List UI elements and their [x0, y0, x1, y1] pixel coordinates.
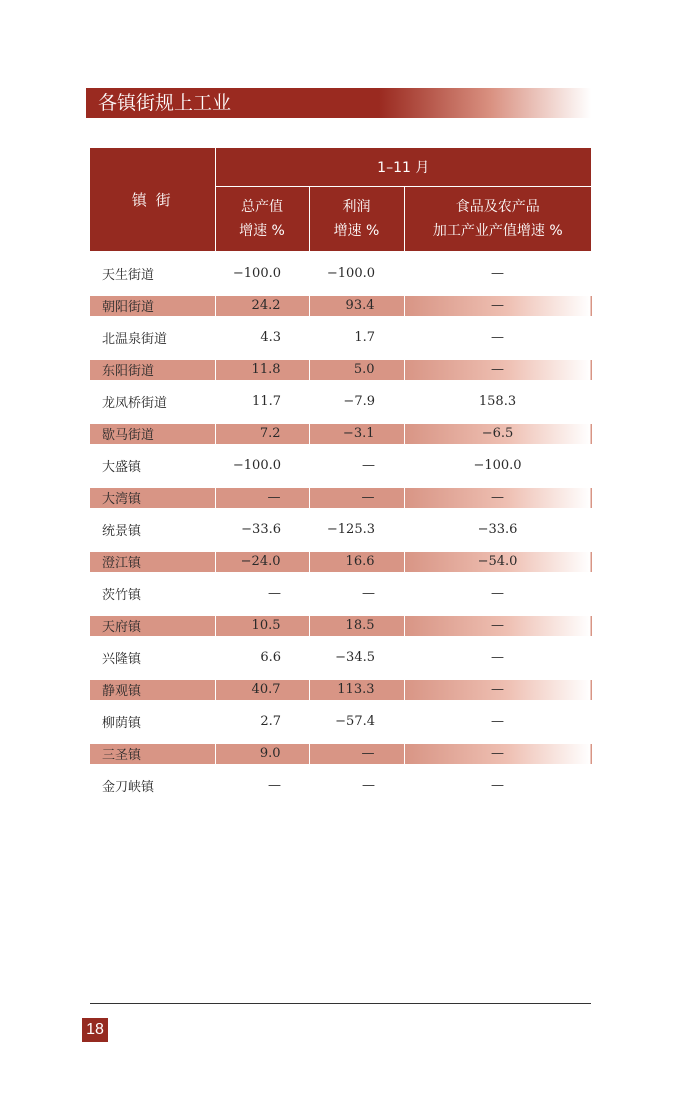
- section-title: 各镇街规上工业: [98, 92, 232, 114]
- town-industry-table: [90, 148, 592, 808]
- row-output-growth: —: [268, 778, 281, 793]
- section-title-bar: [86, 88, 591, 118]
- table-row: [90, 316, 591, 360]
- row-profit-growth: 113.3: [309, 680, 404, 700]
- row-profit-growth: −34.5: [335, 650, 375, 665]
- row-output-growth: —: [215, 488, 309, 508]
- row-food-growth: —: [404, 488, 591, 508]
- row-food-growth: —: [491, 714, 504, 729]
- table-row: [90, 360, 591, 380]
- row-food-growth: —: [404, 680, 591, 700]
- row-name: 龙凤桥街道: [102, 396, 168, 411]
- row-output-growth: 7.2: [215, 424, 309, 444]
- row-name: 北温泉街道: [102, 332, 168, 347]
- col-header-profit: 利润 增速 %: [309, 187, 404, 252]
- row-food-growth: —: [404, 360, 591, 380]
- row-profit-growth: 1.7: [354, 330, 375, 345]
- table-row: [90, 680, 591, 700]
- row-profit-growth: −3.1: [309, 424, 404, 444]
- row-output-growth: 11.7: [252, 394, 281, 409]
- row-food-growth: −100.0: [473, 458, 522, 473]
- table-row: [90, 744, 591, 764]
- row-food-growth: —: [491, 330, 504, 345]
- table-row: [90, 380, 591, 424]
- row-name: 天府镇: [90, 616, 215, 636]
- col-header-food: 食品及农产品 加工产业产值增速 %: [404, 187, 591, 252]
- table-row: [90, 424, 591, 444]
- row-name: 天生街道: [102, 268, 155, 283]
- row-profit-growth: 5.0: [309, 360, 404, 380]
- table-row: [90, 444, 591, 488]
- row-profit-growth: 93.4: [309, 296, 404, 316]
- row-profit-growth: —: [362, 586, 375, 601]
- row-output-growth: −24.0: [215, 552, 309, 572]
- row-name: 兴隆镇: [102, 652, 142, 667]
- col-header-output: 总产值 增速 %: [215, 187, 309, 252]
- row-output-growth: 40.7: [215, 680, 309, 700]
- row-name: 金刀峡镇: [102, 780, 155, 795]
- stub-header: 镇 街: [90, 148, 215, 251]
- row-name: 统景镇: [102, 524, 142, 539]
- row-food-growth: —: [404, 616, 591, 636]
- row-profit-growth: −7.9: [343, 394, 375, 409]
- row-profit-growth: —: [309, 744, 404, 764]
- row-output-growth: 9.0: [215, 744, 309, 764]
- row-output-growth: −33.6: [241, 522, 281, 537]
- table-row: [90, 616, 591, 636]
- row-food-growth: 158.3: [478, 394, 517, 409]
- table-row: [90, 636, 591, 680]
- row-food-growth: −54.0: [404, 552, 591, 572]
- bottom-rule: [90, 1003, 591, 1004]
- table-row: [90, 296, 591, 316]
- row-name: 澄江镇: [90, 552, 215, 572]
- table-row: [90, 488, 591, 508]
- row-name: 大湾镇: [90, 488, 215, 508]
- row-name: 柳荫镇: [102, 716, 142, 731]
- table-body: [90, 251, 591, 808]
- row-profit-growth: —: [362, 778, 375, 793]
- table-row: [90, 552, 591, 572]
- table-row: [90, 508, 591, 552]
- row-output-growth: 24.2: [215, 296, 309, 316]
- row-name: 朝阳街道: [90, 296, 215, 316]
- row-name: 三圣镇: [90, 744, 215, 764]
- row-food-growth: —: [491, 586, 504, 601]
- table-row: [90, 572, 591, 616]
- row-name: 歇马街道: [90, 424, 215, 444]
- row-output-growth: 6.6: [260, 650, 281, 665]
- row-food-growth: —: [491, 650, 504, 665]
- row-food-growth: —: [491, 265, 504, 281]
- row-output-growth: −100.0: [232, 265, 281, 281]
- row-food-growth: —: [404, 296, 591, 316]
- row-output-growth: 4.3: [260, 330, 281, 345]
- table-row: [90, 764, 591, 808]
- row-profit-growth: −100.0: [326, 265, 375, 281]
- row-name: 东阳街道: [90, 360, 215, 380]
- row-name: 茨竹镇: [102, 588, 142, 603]
- row-output-growth: 10.5: [215, 616, 309, 636]
- table-row: [90, 700, 591, 744]
- row-food-growth: −6.5: [404, 424, 591, 444]
- row-profit-growth: −57.4: [335, 714, 375, 729]
- row-name: 静观镇: [90, 680, 215, 700]
- table-row: [90, 251, 591, 296]
- row-output-growth: —: [268, 586, 281, 601]
- row-profit-growth: 16.6: [309, 552, 404, 572]
- row-profit-growth: —: [309, 488, 404, 508]
- row-food-growth: —: [491, 778, 504, 793]
- row-profit-growth: −125.3: [326, 522, 375, 537]
- row-profit-growth: —: [362, 458, 375, 473]
- row-food-growth: —: [404, 744, 591, 764]
- row-output-growth: −100.0: [232, 458, 281, 473]
- row-profit-growth: 18.5: [309, 616, 404, 636]
- row-output-growth: 11.8: [215, 360, 309, 380]
- period-header: 1–11 月: [215, 148, 591, 187]
- row-output-growth: 2.7: [260, 714, 281, 729]
- row-name: 大盛镇: [102, 460, 142, 475]
- page-number: 18: [82, 1018, 108, 1042]
- row-food-growth: −33.6: [477, 522, 518, 537]
